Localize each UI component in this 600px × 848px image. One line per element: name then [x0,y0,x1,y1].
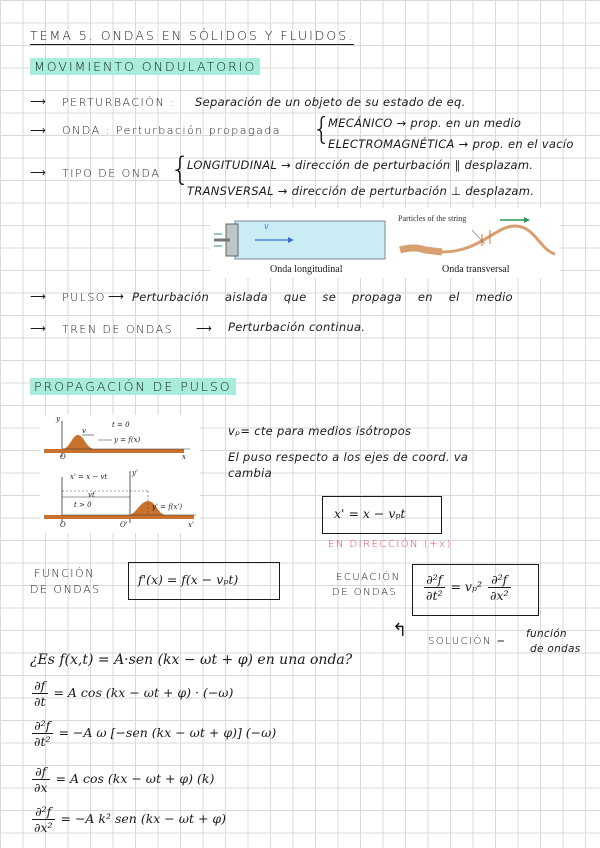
arrow-bullet-icon: ⟶ [30,166,48,179]
pulse-note-1: El puso respecto a los ejes de coord. va [228,450,469,464]
derivative-row: $\frac{\text{∂²f}}{\text{∂t²}}$ = −A ω [−sen (kx − ωt + φ)] (−ω) [34,718,277,749]
fig-xprime-label: x' [188,521,194,529]
vp-note: vₚ= cte para medios isótropos [228,424,412,438]
derivative-row: $\frac{\partial f}{\partial x}$ = A cos (kx − ωt + φ) (k) [34,764,215,795]
arrow-icon: ⟶ [196,322,214,335]
caption-transversal: Onda transversal [442,264,510,275]
funcion-label-1: FUNCIÓN [34,567,95,580]
perturbacion-text: Separación de un objeto de su estado de eq. [195,95,466,109]
solucion-text: SOLUCIÓN = [428,636,507,647]
ecuacion-label-1: ECUACIÓN [336,572,401,583]
direction-note: EN DIRECCIÓN (+x) [328,539,452,550]
derivative-row: $\frac{\partial f}{\partial t}$ = A cos (kx − ωt + φ) · (−ω) [34,678,234,709]
section-heading-propagacion: PROPAGACIÓN DE PULSO [30,378,236,395]
perturbacion-label: PERTURBACIÓN : [62,96,176,109]
fig-tgt-label: t > 0 [74,501,92,509]
pulse-propagation-figure [40,415,200,533]
caption-longitudinal: Onda longitudinal [270,264,343,275]
fig-vt-label: vt [88,491,95,499]
return-arrow-icon: ↰ [392,620,408,641]
onda-mecanico: MECÁNICO → prop. en un medio [328,116,522,130]
fig-y-label: y [56,415,60,423]
arrow-bullet-icon: ⟶ [30,322,48,335]
solucion-text-3: de ondas [530,643,581,655]
onda-label: ONDA : Perturbación propagada [62,124,282,137]
arrow-icon: ⟶ [108,290,126,303]
arrow-bullet-icon: ⟶ [30,290,48,303]
fig-yprime-label: y' [132,469,138,477]
funcion-label-2: DE ONDAS [30,583,101,596]
fig-Oprime-label: O' [120,521,128,529]
pulso-text: Perturbación aislada que se propaga en el medio [132,290,513,304]
tipo-longitudinal: LONGITUDINAL → dirección de perturbación ∥ desplazam. [187,158,534,172]
tren-label: TREN DE ONDAS [62,323,174,336]
solucion-text-2: función [526,628,567,640]
particles-label: Particles of the string [398,214,467,223]
arrow-bullet-icon: ⟶ [30,124,48,137]
brace-icon: { [170,150,191,188]
derivative-row: $\frac{\text{∂²f}}{\text{∂x²}}$ = −A k² sen (kx − ωt + φ) [34,804,227,835]
pulse-note-2: cambia [228,466,272,480]
fig-v-label: v [82,427,86,435]
page-title: TEMA 5. ONDAS EN SÓLIDOS Y FLUIDOS. [30,28,355,43]
tipo-label: TIPO DE ONDA [62,167,161,180]
arrow-bullet-icon: ⟶ [30,95,48,108]
brace-icon: { [312,112,332,147]
fig-yprime-eq: y' = f(x') [152,503,183,511]
pulso-label: PULSO [62,291,106,304]
xprime-formula: x' = x − vₚt [334,506,406,521]
fig-O2-label: O [60,521,66,529]
fig-yfx-label: y = f(x) [114,436,141,444]
fig-O-label: O [60,453,66,461]
question-text: ¿Es f(x,t) = A·sen (kx − ωt + φ) en una onda? [30,652,353,668]
funcion-formula: f'(x) = f(x − vₚt) [138,572,239,587]
ecuacion-formula: $\frac{\text{∂²f}}{\text{∂t²}}$ = vₚ² $\frac{\text{∂²f}}{\text{∂x²}}$ [426,572,509,603]
tipo-transversal: TRANSVERSAL → dirección de perturbación ⊥ desplazam. [187,184,535,198]
pulse-propagation-diagram [40,415,200,533]
fig-x-label: x [182,453,186,461]
onda-electromagnetica: ELECTROMAGNÉTICA → prop. en el vacío [328,137,574,151]
ecuacion-label-2: DE ONDAS [332,587,398,598]
fig-xprime-eq: x' = x − vt [70,473,108,481]
section-heading-movimiento: MOVIMIENTO ONDULATORIO [30,58,260,75]
tren-text: Perturbación continua. [228,320,366,334]
v-label: v [264,222,269,231]
wave-types-figure [210,208,560,278]
fig-t0-label: t = 0 [112,421,130,429]
